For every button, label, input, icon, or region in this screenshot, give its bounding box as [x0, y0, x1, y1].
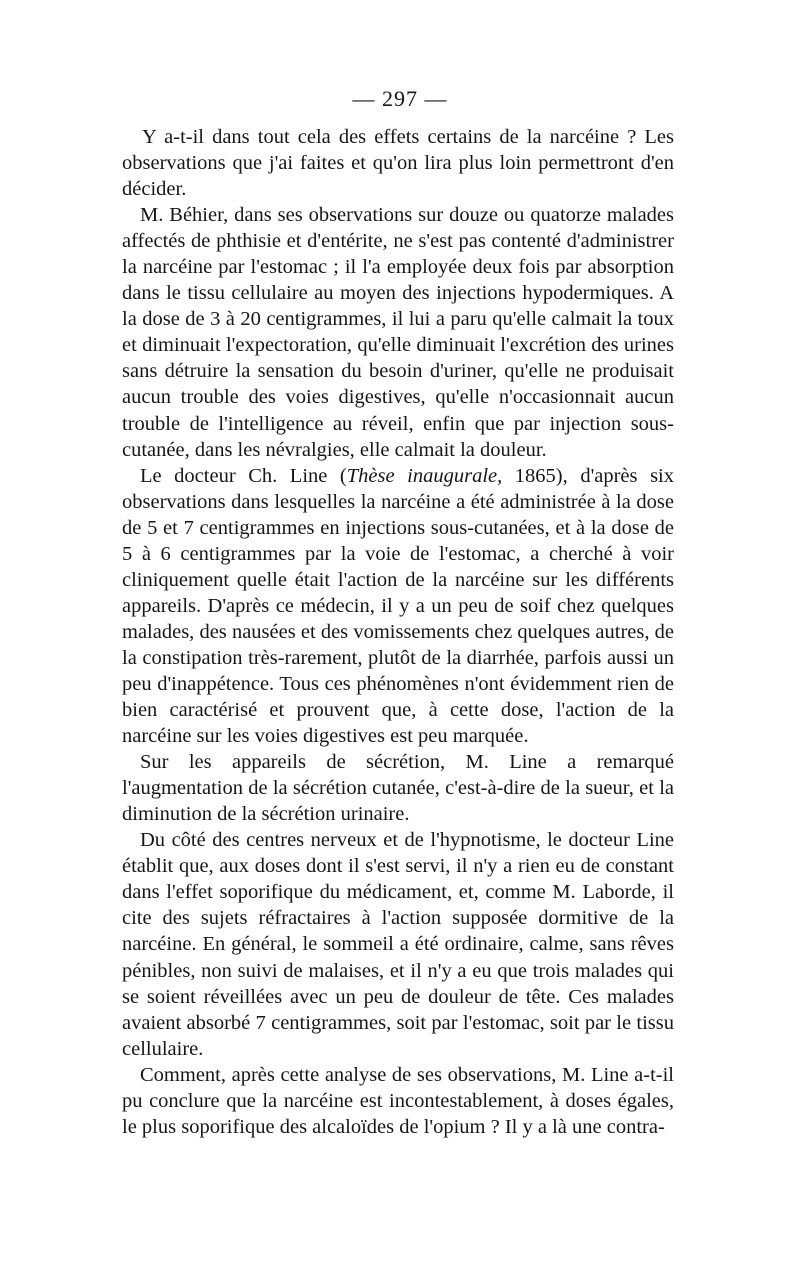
paragraph: M. Béhier, dans ses observations sur douze ou quatorze malades affectés de phthisie et d'entérite, ne s'est pas contenté d'administrer la narcéine par l'estomac ; il l'a employée deux fois par absorption dans le tissu cellulaire au moyen des injections hypodermiques. A la dose de 3 à 20 centigrammes, il lui a paru qu'elle calmait la toux et diminuait l'expectoration, qu'elle diminuait l'excrétion des urines sans détruire la sensation du besoin d'uriner, qu'elle ne produisait aucun trouble des voies digestives, qu'elle n'occasionnait aucun trouble de l'intelligence au réveil, enfin que par injection sous-cutanée, dans les névralgies, elle calmait la douleur.: [122, 204, 674, 461]
paragraph: Y a-t-il dans tout cela des effets certains de la narcéine ? Les observations que j'ai faites et qu'on lira plus loin permettront d'en décider.: [122, 126, 674, 201]
paragraph: Comment, après cette analyse de ses observations, M. Line a-t-il pu conclure que la narcéine est incontestablement, à doses égales, le plus soporifique des alcaloïdes de l'opium ? Il y a là une contra-: [122, 1063, 674, 1138]
paragraph-text: 1865), d'après six observations dans lesquelles la narcéine a été administrée à la dose de 5 et 7 centigrammes en injections sous-cutanées, et à la dose de 5 à 6 centigrammes par la voie de l'estomac, a cherché à voir cliniquement quelle était l'action de la narcéine sur les différents appareils. D'après ce médecin, il y a un peu de soif chez quelques malades, des nausées et des vomissements chez quelques autres, de la constipation très-rarement, plutôt de la diarrhée, parfois aussi un peu d'inappétence. Tous ces phénomènes n'ont évidemment rien de bien caractérisé et prouvent que, à cette dose, l'action de la narcéine sur les voies digestives est peu marquée.: [122, 464, 674, 748]
thesis-title: Thèse inaugurale,: [346, 464, 503, 487]
body-text: [122, 124, 674, 1140]
paragraph-text: Le docteur Ch. Line (: [140, 464, 347, 487]
paragraph: [122, 463, 674, 750]
paragraph: Du côté des centres nerveux et de l'hypnotisme, le docteur Line établit que, aux doses dont il s'est servi, il n'y a rien eu de constant dans l'effet soporifique du médicament, et, comme M. Laborde, il cite des sujets réfractaires à l'action supposée dormitive de la narcéine. En général, le sommeil a été ordinaire, calme, sans rêves pénibles, non suivi de malaises, et il n'y a eu que trois malades qui se soient réveillées avec un peu de douleur de tête. Ces malades avaient absorbé 7 centigrammes, soit par l'estomac, soit par le tissu cellulaire.: [122, 829, 674, 1060]
page-number: — 297 —: [352, 86, 448, 111]
paragraph: Sur les appareils de sécrétion, M. Line a remarqué l'augmentation de la sécrétion cutanée, c'est-à-dire de la sueur, et la diminution de la sécrétion urinaire.: [122, 751, 674, 826]
